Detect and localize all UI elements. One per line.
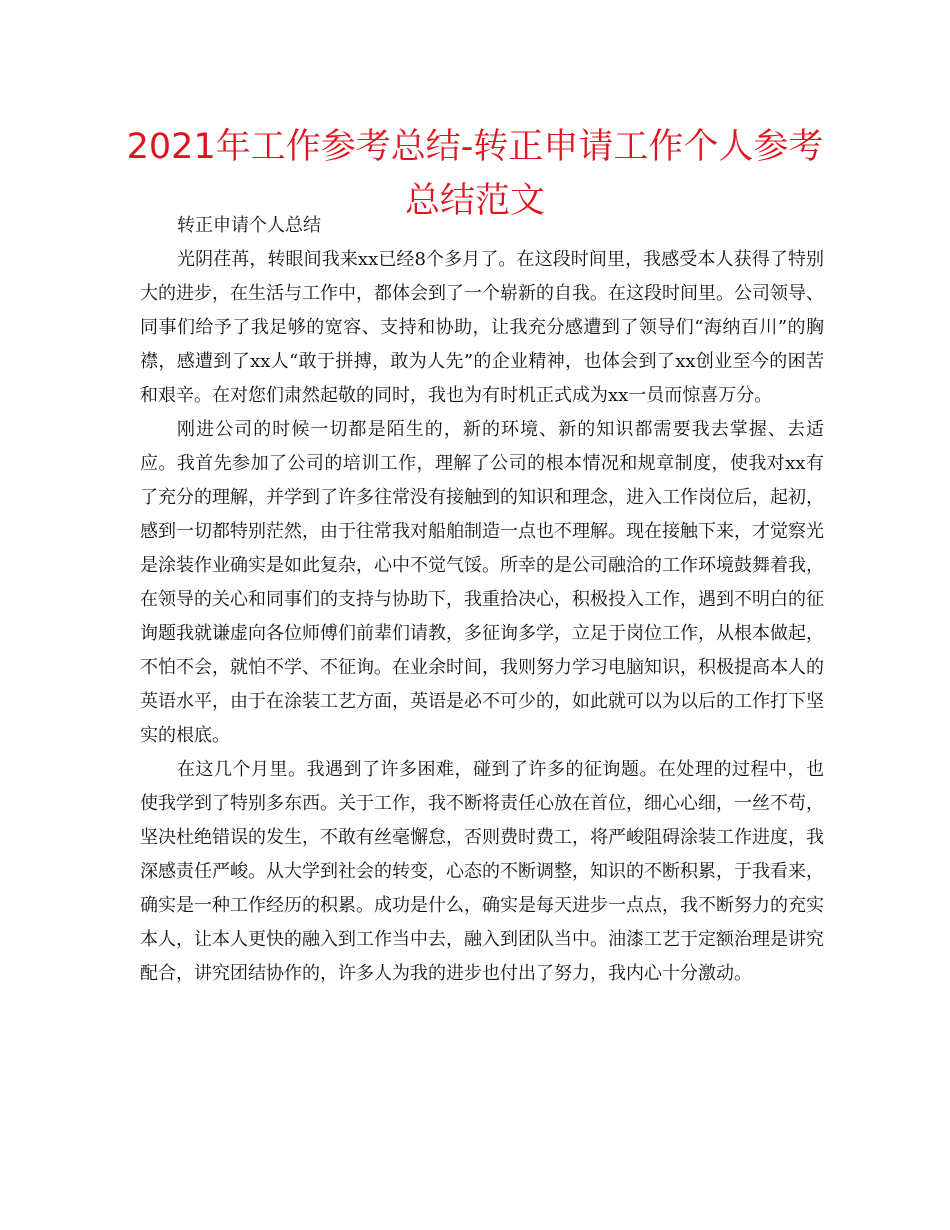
section-heading: 转正申请个人总结 [177,215,321,236]
document-title: 2021年工作参考总结-转正申请工作个人参考总结范文 [126,127,824,221]
paragraph-2: 刚进公司的时候一切都是陌生的，新的环境、新的知识都需要我去掌握、去适应。我首先参加了公司的培训工作，理解了公司的根本情况和规章制度，使我对xx有了充分的理解，并学到了许多往常没有接触到的知识和理念，进入工作岗位后，起初，感到一切都特别茫然，由于往常我对船舶制造一点也不理解。现在接触下来，才觉察光是涂装作业确实是如此复杂，心中不觉气馁。所幸的是公司融洽的工作环境鼓舞着我，在领导的关心和同事们的支持与协助下，我重拾决心，积极投入工作，遇到不明白的征询题我就谦虚向各位师傅们前辈们请教，多征询多学，立足于岗位工作，从根本做起，不怕不会，就怕不学、不征询。在业余时间，我则努力学习电脑知识，积极提高本人的英语水平，由于在涂装工艺方面，英语是必不可少的，如此就可以为以后的工作打下坚实的根底。 [140,419,824,746]
paragraph-1: 光阴荏苒，转眼间我来xx已经8个多月了。在这段时间里，我感受本人获得了特别大的进步，在生活与工作中，都体会到了一个崭新的自我。在这段时间里。公司领导、同事们给予了我足够的宽容、支持和协助，让我充分感遭到了领导们“海纳百川”的胸襟，感遭到了xx人“敢于拼搏，敢为人先”的企业精神，也体会到了xx创业至今的困苦和艰辛。在对您们肃然起敬的同时，我也为有时机正式成为xx一员而惊喜万分。 [140,249,824,406]
document-body [140,209,824,991]
paragraph-3: 在这几个月里。我遇到了许多困难，碰到了许多的征询题。在处理的过程中，也使我学到了特别多东西。关于工作，我不断将责任心放在首位，细心心细，一丝不苟，坚决杜绝错误的发生，不敢有丝毫懈怠，否则费时费工，将严峻阻碍涂装工作进度，我深感责任严峻。从大学到社会的转变，心态的不断调整，知识的不断积累，于我看来，确实是一种工作经历的积累。成功是什么，确实是每天进步一点点，我不断努力的充实本人，让本人更快的融入到工作当中去，融入到团队当中。油漆工艺于定额治理是讲究配合，讲究团结协作的，许多人为我的进步也付出了努力，我内心十分激动。 [140,759,824,984]
